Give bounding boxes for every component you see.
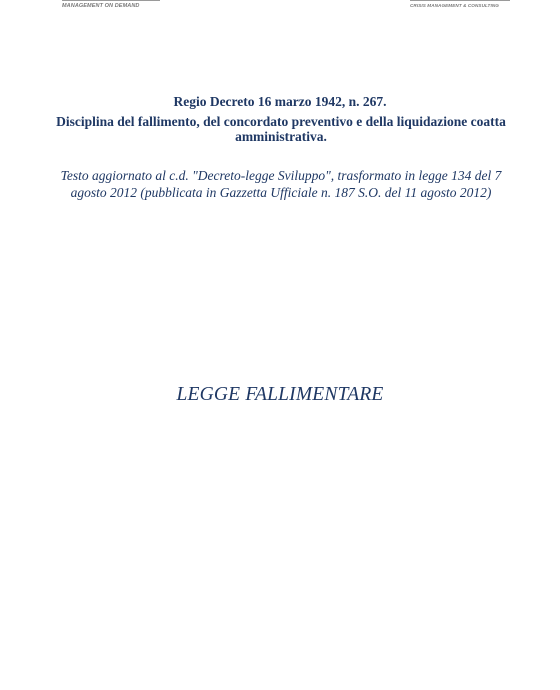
header-right-tagline: CRISIS MANAGEMENT & CONSULTING (410, 3, 499, 8)
decree-title: Regio Decreto 16 marzo 1942, n. 267. (173, 94, 387, 109)
header-right-rule (410, 0, 510, 1)
header-left-brand (62, 0, 160, 9)
header-right-brand (410, 0, 510, 8)
main-title: LEGGE FALLIMENTARE (176, 384, 384, 405)
header-left-tagline: MANAGEMENT ON DEMAND (62, 3, 140, 9)
update-note: Testo aggiornato al c.d. "Decreto-legge Sviluppo", trasformato in legge 134 del 7 agosto 2012 (pubblicata in Gazzetta Ufficiale n. 187 S.O. del 11 agosto 2012) (60, 168, 502, 200)
header-left-rule (62, 0, 160, 1)
decree-subject: Disciplina del fallimento, del concordato preventivo e della liquidazione coatta amministrativa. (56, 114, 506, 144)
